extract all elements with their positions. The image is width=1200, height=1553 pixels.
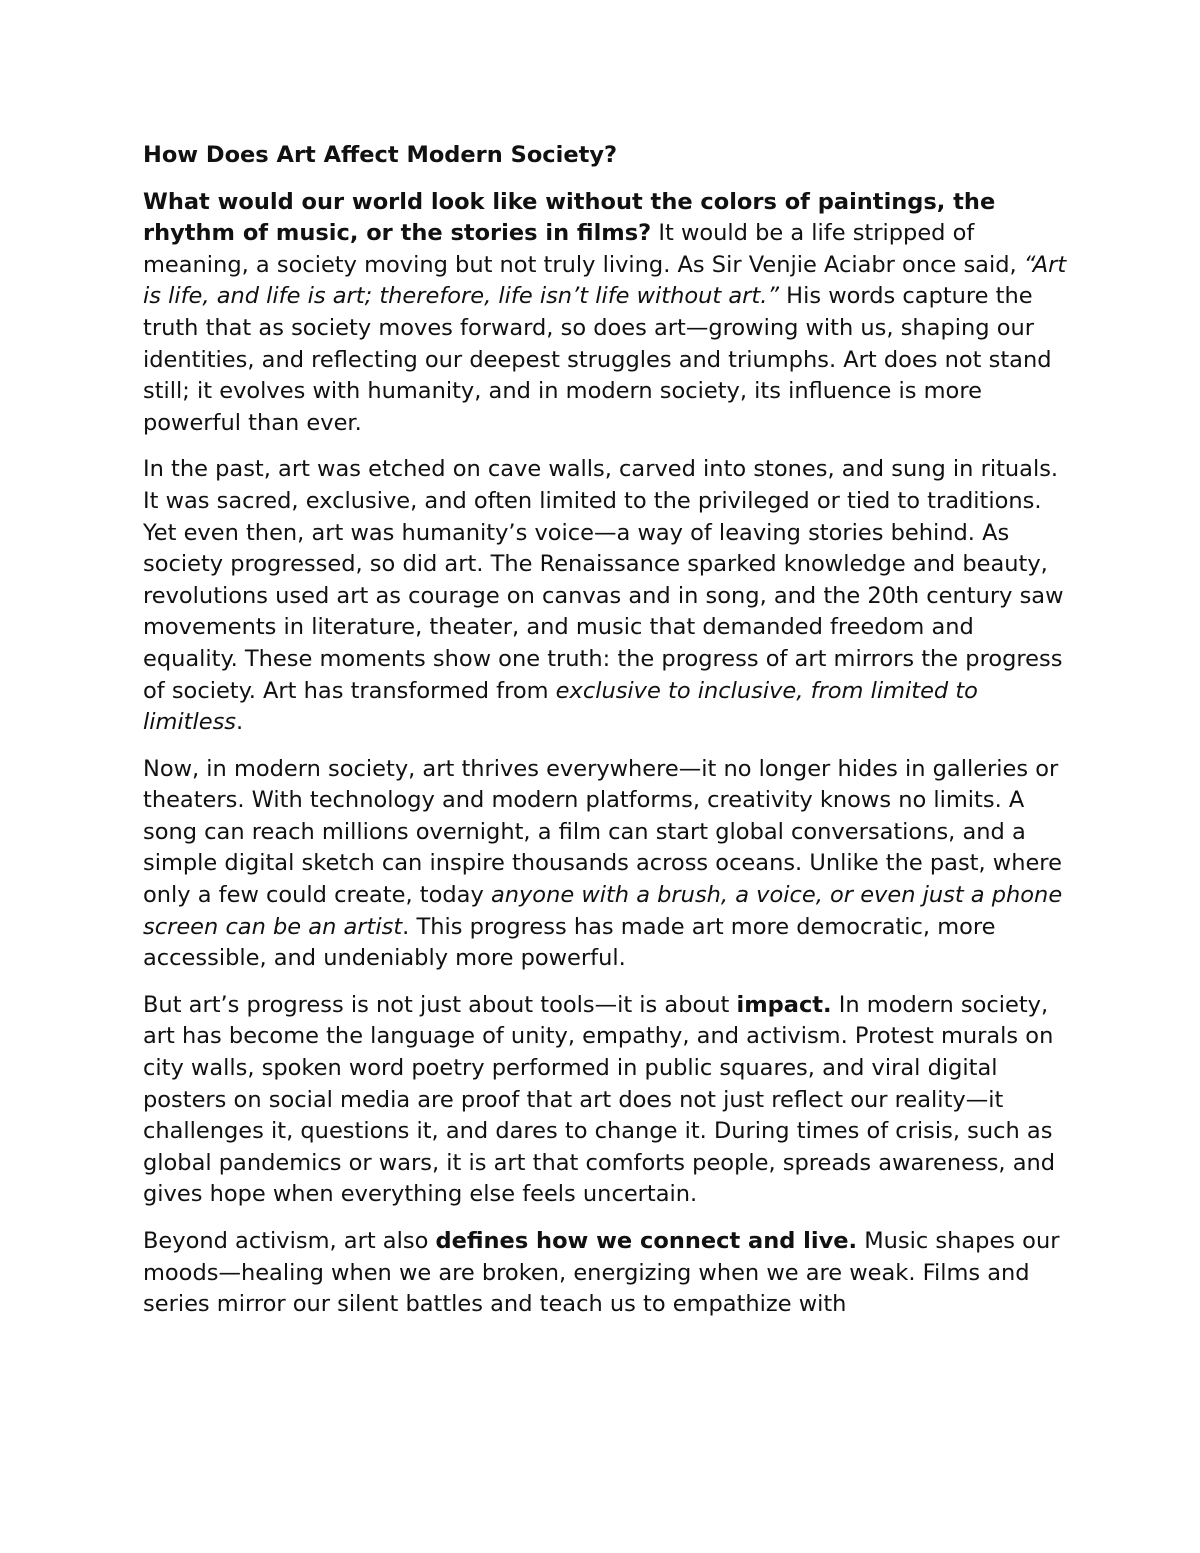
document-title: How Does Art Affect Modern Society? xyxy=(143,142,618,168)
paragraph-text: Now, in modern society, art thrives everywhere—it no longer hides in galleries or theaters. With technology and modern platforms, creativity knows no limits. A song can reach millions overnight, a film can start global conversations, and a simple digital sketch can inspire thousands across oceans. Unlike the past, where only a few could create, today xyxy=(143,755,1062,909)
paragraph-text: His words capture the truth that as society moves forward, so does art—growing with us, shaping our identities, and reflecting our deepest struggles and triumphs. Art does not stand still; it evolves with humanity, and in modern society, its influence is more powerful than ever. xyxy=(143,283,1052,436)
paragraph-impact xyxy=(143,990,1073,1211)
paragraph-text: In modern society, art has become the language of unity, empathy, and activism. Protest murals on city walls, spoken word poetry performed in public squares, and viral digital posters on social media are proof that art does not just reflect our reality—it challenges it, questions it, and dares to change it. During times of crisis, such as global pandemics or wars, it is art that comforts people, spreads awareness, and gives hope when everything else feels uncertain. xyxy=(143,991,1056,1208)
paragraph-modern xyxy=(143,754,1073,975)
paragraph-text: It would be a life stripped of meaning, a society moving but not truly living. As Sir Venjie Aciabr once said, xyxy=(143,220,1024,278)
paragraph-text: . This progress has made art more democratic, more accessible, and undeniably more powerful. xyxy=(143,913,996,972)
paragraph-text: Beyond activism, art also xyxy=(143,1228,436,1254)
paragraph-text: In the past, art was etched on cave walls, carved into stones, and sung in rituals. It was sacred, exclusive, and often limited to the privileged or tied to traditions. Yet even then, art was humanity’s voice—a way of leaving stories behind. As society progressed, so did art. The Renaissance sparked knowledge and beauty, revolutions used art as courage on canvas and in song, and the 20th century saw movements in literature, theater, and music that demanded freedom and equality. These moments show one truth: the progress of art mirrors the progress of society. Art has transformed from xyxy=(143,456,1064,704)
paragraph-text: Music shapes our moods—healing when we are broken, energizing when we are weak. Films and series mirror our silent battles and teach us to empathize with xyxy=(143,1228,1060,1318)
opening-question: What would our world look like without the colors of paintings, the rhythm of music, or the stories in films? xyxy=(143,188,996,247)
paragraph-history xyxy=(143,454,1073,738)
paragraph-connection xyxy=(143,1226,1073,1321)
emphasis-text: anyone with a brush, a voice, or even just a phone screen can be an artist xyxy=(143,882,1063,940)
paragraph-intro xyxy=(143,187,1073,440)
paragraph-text: But art’s progress is not just about tools—it is about xyxy=(143,991,737,1018)
bold-text: defines how we connect and live. xyxy=(435,1228,858,1254)
paragraph-text: . xyxy=(236,709,244,736)
document-body xyxy=(143,140,1073,1336)
emphasis-text: exclusive to inclusive, from limited to limitless xyxy=(143,677,978,736)
quote: “Art is life, and life is art; therefore, life isn’t life without art.” xyxy=(143,251,1067,310)
bold-text: impact. xyxy=(736,991,832,1018)
